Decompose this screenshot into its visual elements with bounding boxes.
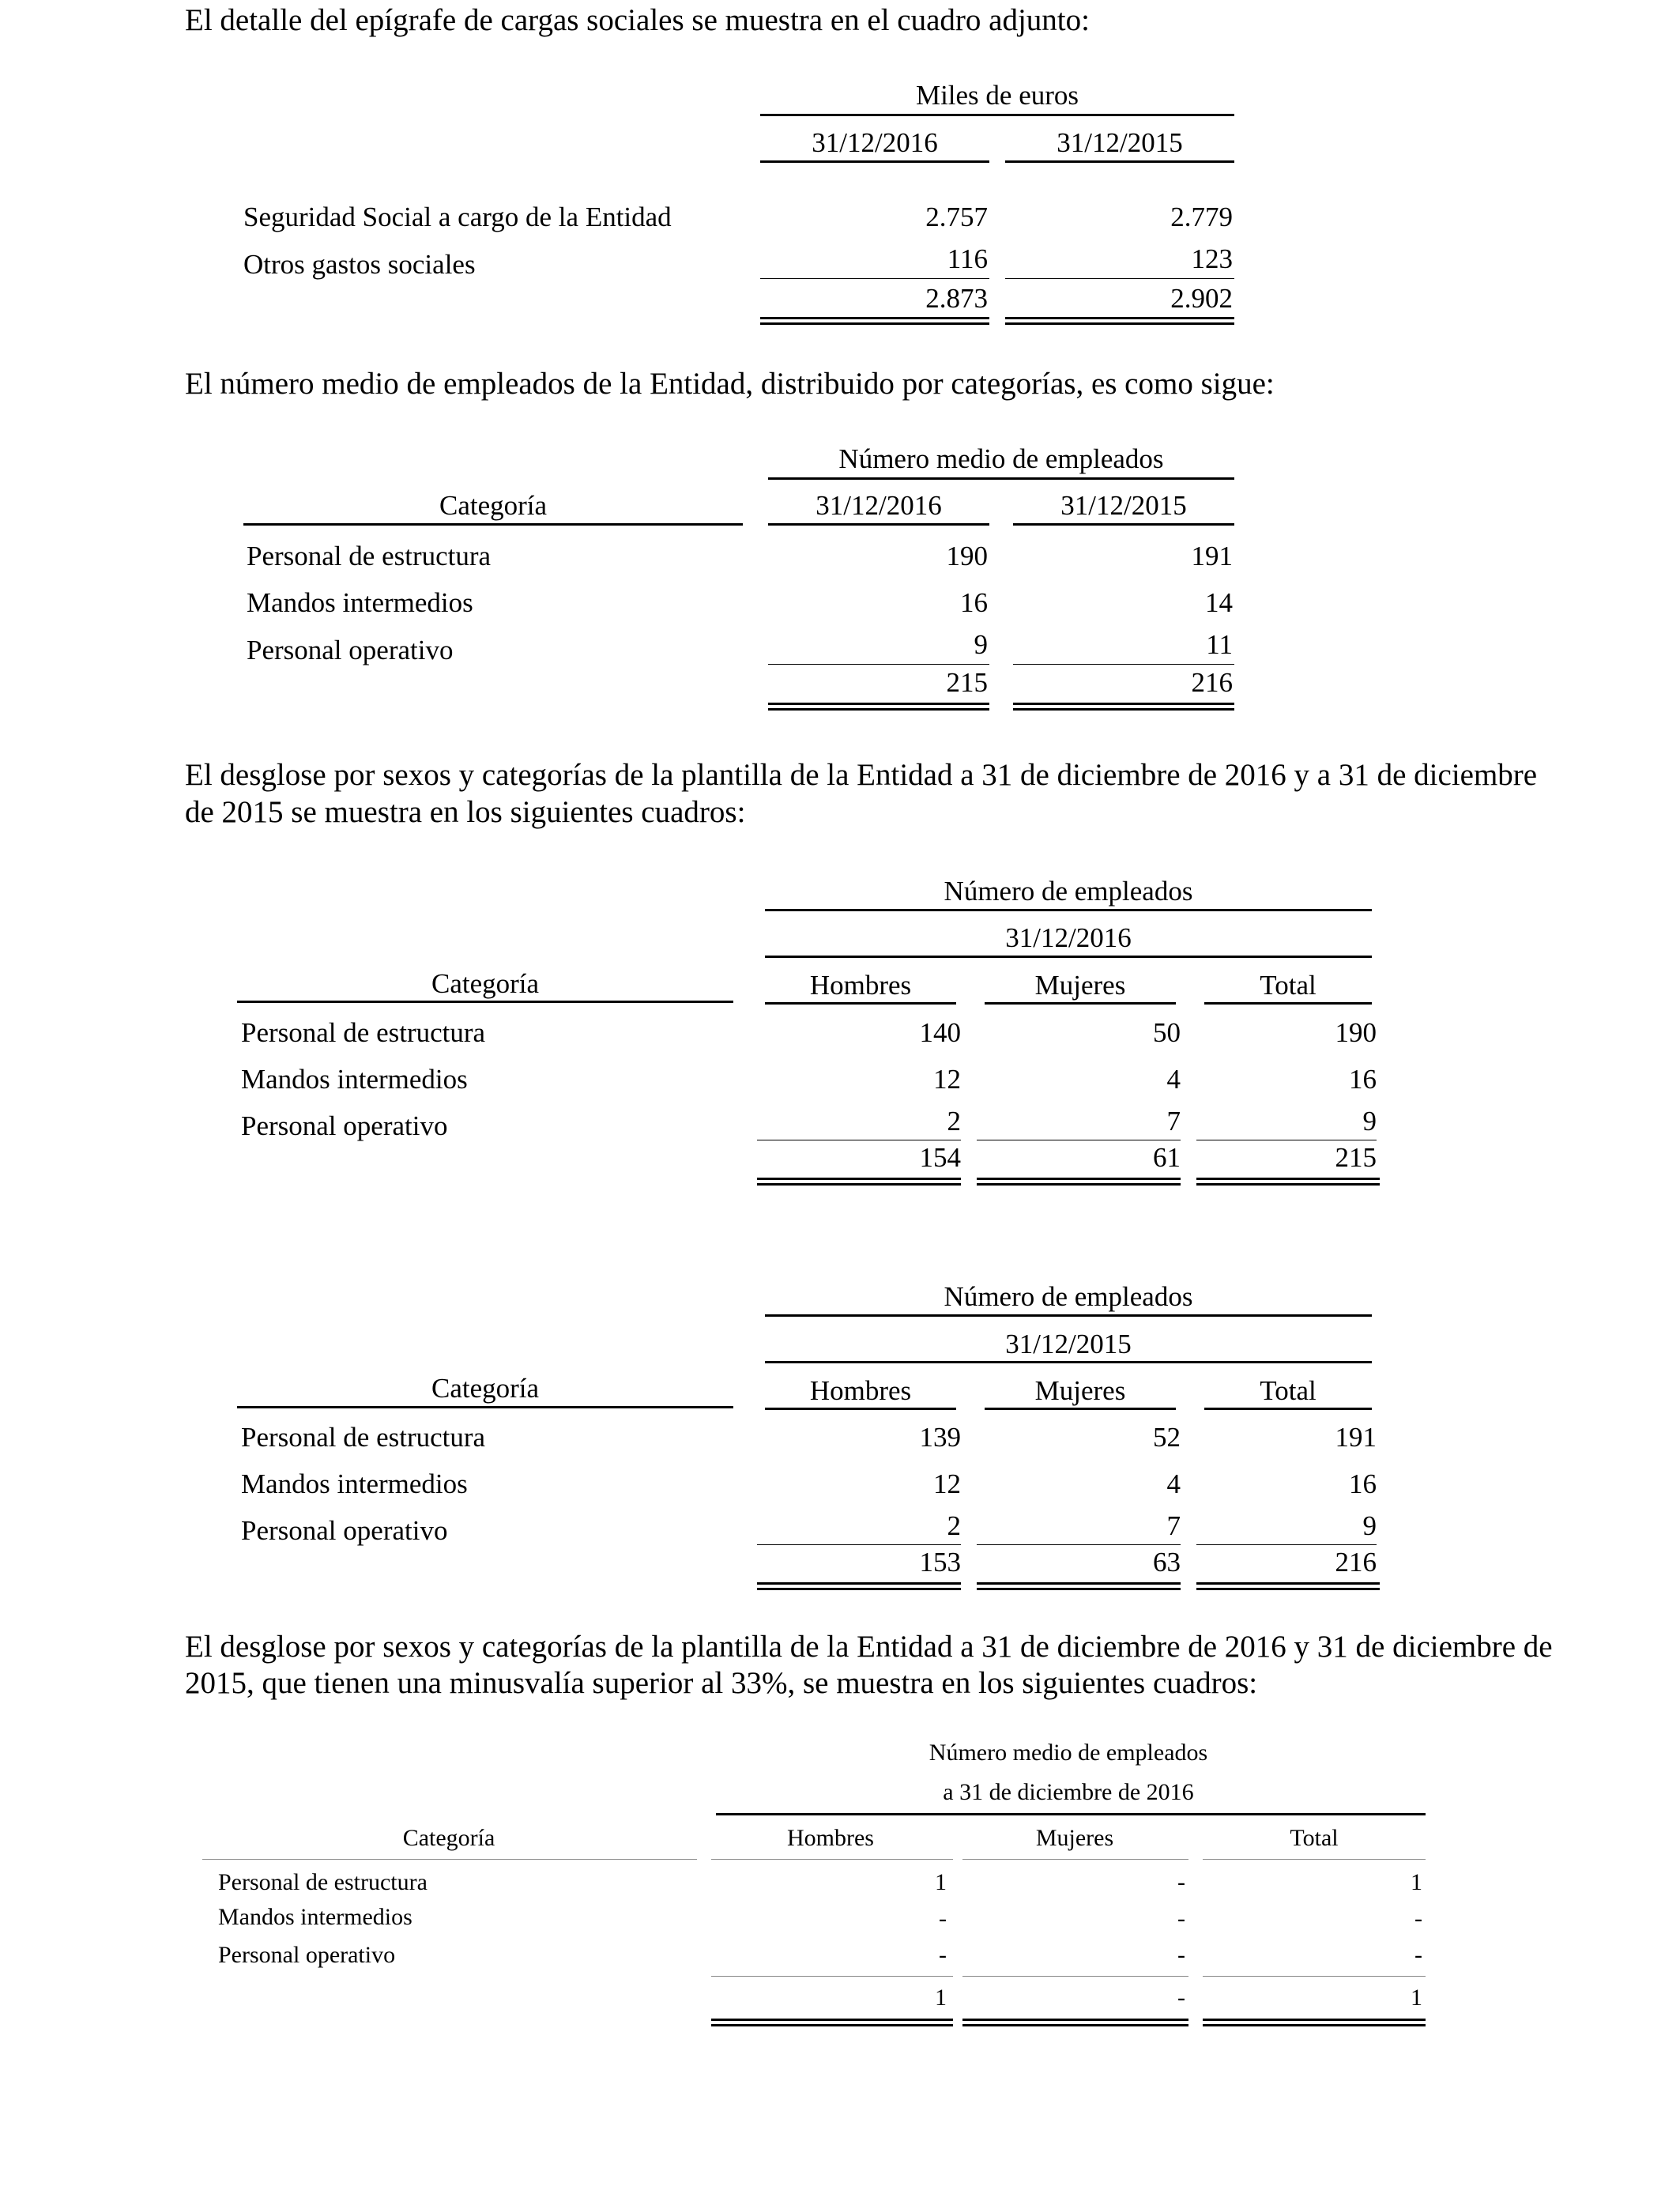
sec2-row-value-2015: 11 [1206, 629, 1233, 660]
sec1-row-label: Otros gastos sociales [243, 249, 476, 280]
sec4-row-total: - [1414, 1942, 1422, 1968]
sec1-row-value-2016: 2.757 [925, 202, 988, 232]
sec3-t2016-col-rule [985, 1002, 1176, 1005]
sec3-t2015-row-mujeres: 52 [1153, 1422, 1181, 1453]
sec3-t2016-total-total: 215 [1335, 1142, 1377, 1173]
sec3-t2016-row-label: Mandos intermedios [241, 1064, 468, 1095]
sec4-total-double-rule [711, 2019, 953, 2026]
sec3-t2016-group-rule [765, 909, 1372, 911]
sec3-t2016-col-hombres: Hombres [809, 970, 912, 1001]
sec3-t2015-group-rule [765, 1314, 1372, 1317]
sec4-total-mujeres: - [1177, 1985, 1185, 2011]
sec3-t2015-subtotal-rule [977, 1544, 1181, 1545]
sec3-t2016-col-rule [765, 1002, 956, 1005]
sec4-total-total: 1 [1411, 1985, 1422, 2011]
sec4-row-label: Mandos intermedios [218, 1904, 412, 1930]
sec4-category-rule [202, 1859, 697, 1860]
sec4-intro-line2: 2015, que tienen una minusvalía superior al 33%, se muestra en los siguientes cuadros: [185, 1666, 1258, 1700]
sec1-col-b-header: 31/12/2015 [1057, 127, 1183, 158]
sec4-group-rule [716, 1813, 1426, 1815]
sec4-row-label: Personal de estructura [218, 1869, 428, 1895]
sec4-row-mujeres: - [1177, 1869, 1185, 1895]
sec1-row-value-2015: 123 [1191, 243, 1233, 274]
sec4-row-hombres: 1 [935, 1869, 947, 1895]
sec3-t2016-date-rule [765, 956, 1372, 958]
sec1-total-double-rule [1005, 317, 1234, 325]
sec4-col-hombres: Hombres [787, 1825, 874, 1851]
sec4-row-total: 1 [1411, 1869, 1422, 1895]
sec3-t2016-category-rule [237, 1001, 733, 1003]
sec4-subtotal-rule [711, 1976, 953, 1977]
sec2-col-b-header: 31/12/2015 [1060, 490, 1187, 521]
sec1-subtotal-rule [1005, 278, 1234, 279]
sec3-t2015-date: 31/12/2015 [1005, 1329, 1132, 1359]
sec3-t2015-col-total: Total [1260, 1375, 1317, 1406]
sec3-t2016-total-mujeres: 61 [1153, 1142, 1181, 1173]
sec3-t2016-total-double-rule [977, 1178, 1181, 1186]
sec4-row-label: Personal operativo [218, 1942, 396, 1968]
sec4-col-rule [711, 1859, 953, 1860]
sec4-total-hombres: 1 [935, 1985, 947, 2011]
sec3-t2015-row-hombres: 12 [933, 1468, 961, 1499]
sec1-subtotal-rule [760, 278, 989, 279]
sec2-subtotal-rule [1013, 664, 1234, 665]
sec2-row-value-2016: 16 [960, 587, 988, 618]
sec1-unit-rule [760, 114, 1234, 116]
sec3-t2015-col-rule [985, 1408, 1176, 1410]
sec3-t2016-row-label: Personal operativo [241, 1110, 448, 1141]
sec3-t2015-group-header: Número de empleados [944, 1281, 1193, 1312]
sec3-t2015-category-rule [237, 1406, 733, 1408]
sec3-t2016-row-total: 9 [1362, 1106, 1377, 1137]
sec2-group-header: Número medio de empleados [838, 443, 1164, 474]
sec3-t2016-total-hombres: 154 [919, 1142, 961, 1173]
sec4-group-header-line2: a 31 de diciembre de 2016 [943, 1779, 1194, 1805]
sec2-row-label: Mandos intermedios [247, 587, 473, 618]
sec4-group-header-line1: Número medio de empleados [929, 1740, 1208, 1766]
sec3-t2015-col-rule [765, 1408, 956, 1410]
sec3-t2015-col-rule [1204, 1408, 1372, 1410]
sec4-col-rule [962, 1859, 1188, 1860]
sec3-t2015-row-label: Personal operativo [241, 1515, 448, 1546]
sec4-col-rule [1203, 1859, 1426, 1860]
sec2-col-a-rule [768, 523, 989, 526]
sec2-row-value-2015: 14 [1205, 587, 1233, 618]
sec1-row-value-2016: 116 [947, 243, 988, 274]
sec2-total-double-rule [768, 703, 989, 711]
sec2-row-label: Personal operativo [247, 635, 454, 665]
sec1-row-label: Seguridad Social a cargo de la Entidad [243, 202, 672, 232]
sec4-total-double-rule [1203, 2019, 1426, 2026]
sec2-row-label: Personal de estructura [247, 541, 492, 571]
sec3-t2015-total-total: 216 [1335, 1547, 1377, 1578]
sec1-total-2015: 2.902 [1170, 283, 1233, 314]
sec4-row-mujeres: - [1177, 1906, 1185, 1932]
sec2-row-value-2016: 190 [946, 541, 988, 571]
sec2-group-rule [768, 477, 1234, 480]
sec2-total-2016: 215 [946, 667, 988, 698]
sec2-category-rule [243, 523, 743, 526]
sec4-total-double-rule [962, 2019, 1188, 2026]
sec4-row-mujeres: - [1177, 1942, 1185, 1968]
sec3-t2016-row-total: 16 [1349, 1064, 1377, 1095]
sec3-t2015-total-mujeres: 63 [1153, 1547, 1181, 1578]
sec3-t2015-row-mujeres: 4 [1166, 1468, 1181, 1499]
sec1-total-2016: 2.873 [925, 283, 988, 314]
sec3-t2016-row-hombres: 140 [919, 1017, 961, 1048]
sec3-t2015-row-label: Personal de estructura [241, 1422, 486, 1453]
sec2-col-a-header: 31/12/2016 [816, 490, 942, 521]
sec3-t2015-category-header: Categoría [431, 1373, 540, 1404]
sec3-t2015-total-double-rule [1196, 1582, 1380, 1590]
sec1-intro: El detalle del epígrafe de cargas sociales se muestra en el cuadro adjunto: [185, 3, 1090, 37]
sec3-t2015-total-hombres: 153 [919, 1547, 961, 1578]
sec3-t2016-col-mujeres: Mujeres [1034, 970, 1126, 1001]
sec3-t2016-row-mujeres: 50 [1153, 1017, 1181, 1048]
sec2-total-double-rule [1013, 703, 1234, 711]
sec1-col-a-rule [760, 160, 989, 163]
sec3-intro-line2: de 2015 se muestra en los siguientes cuadros: [185, 795, 746, 829]
sec3-t2016-row-mujeres: 7 [1166, 1106, 1181, 1137]
sec3-t2015-row-total: 16 [1349, 1468, 1377, 1499]
sec4-subtotal-rule [962, 1976, 1188, 1977]
sec3-t2015-row-total: 191 [1335, 1422, 1377, 1453]
sec3-intro-line1: El desglose por sexos y categorías de la plantilla de la Entidad a 31 de diciembre de 2016 y a 31 de diciembre [185, 758, 1538, 792]
sec3-t2015-total-double-rule [977, 1582, 1181, 1590]
sec1-col-a-header: 31/12/2016 [812, 127, 938, 158]
sec4-subtotal-rule [1203, 1976, 1426, 1977]
sec4-category-header: Categoría [402, 1825, 495, 1851]
sec3-t2016-date: 31/12/2016 [1005, 922, 1132, 953]
sec3-t2016-col-rule [1204, 1002, 1372, 1005]
sec3-t2015-row-mujeres: 7 [1166, 1510, 1181, 1541]
sec4-col-total: Total [1290, 1825, 1339, 1851]
sec3-t2016-row-hombres: 2 [947, 1106, 961, 1137]
sec3-t2016-total-double-rule [757, 1178, 961, 1186]
sec1-unit-header: Miles de euros [915, 80, 1079, 111]
sec4-row-hombres: - [939, 1906, 947, 1932]
sec1-col-b-rule [1005, 160, 1234, 163]
sec3-t2015-subtotal-rule [1196, 1544, 1377, 1545]
sec4-intro-line1: El desglose por sexos y categorías de la plantilla de la Entidad a 31 de diciembre de 2016 y 31 de diciembre de [185, 1630, 1553, 1664]
sec3-t2015-subtotal-rule [757, 1544, 961, 1545]
sec1-total-double-rule [760, 317, 989, 325]
sec2-row-value-2016: 9 [974, 629, 988, 660]
sec1-row-value-2015: 2.779 [1170, 202, 1233, 232]
sec3-t2016-row-mujeres: 4 [1166, 1064, 1181, 1095]
sec3-t2015-row-hombres: 139 [919, 1422, 961, 1453]
sec2-row-value-2015: 191 [1191, 541, 1233, 571]
sec3-t2015-row-total: 9 [1362, 1510, 1377, 1541]
sec2-total-2015: 216 [1191, 667, 1233, 698]
sec3-t2015-row-label: Mandos intermedios [241, 1468, 468, 1499]
sec4-col-mujeres: Mujeres [1035, 1825, 1114, 1851]
sec3-t2015-col-hombres: Hombres [809, 1375, 912, 1406]
sec3-t2016-row-hombres: 12 [933, 1064, 961, 1095]
sec3-t2016-row-label: Personal de estructura [241, 1017, 486, 1048]
sec2-category-header: Categoría [439, 490, 548, 521]
sec3-t2016-category-header: Categoría [431, 968, 540, 999]
sec4-row-hombres: - [939, 1942, 947, 1968]
sec3-t2016-group-header: Número de empleados [944, 876, 1193, 907]
sec3-t2016-col-total: Total [1260, 970, 1317, 1001]
sec3-t2016-row-total: 190 [1335, 1017, 1377, 1048]
sec2-col-b-rule [1013, 523, 1234, 526]
sec2-subtotal-rule [768, 664, 989, 665]
sec2-intro: El número medio de empleados de la Entidad, distribuido por categorías, es como sigue: [185, 367, 1275, 401]
sec4-row-total: - [1414, 1906, 1422, 1932]
sec3-t2015-col-mujeres: Mujeres [1034, 1375, 1126, 1406]
sec3-t2015-total-double-rule [757, 1582, 961, 1590]
sec3-t2016-total-double-rule [1196, 1178, 1380, 1186]
sec3-t2015-row-hombres: 2 [947, 1510, 961, 1541]
sec3-t2015-date-rule [765, 1361, 1372, 1363]
